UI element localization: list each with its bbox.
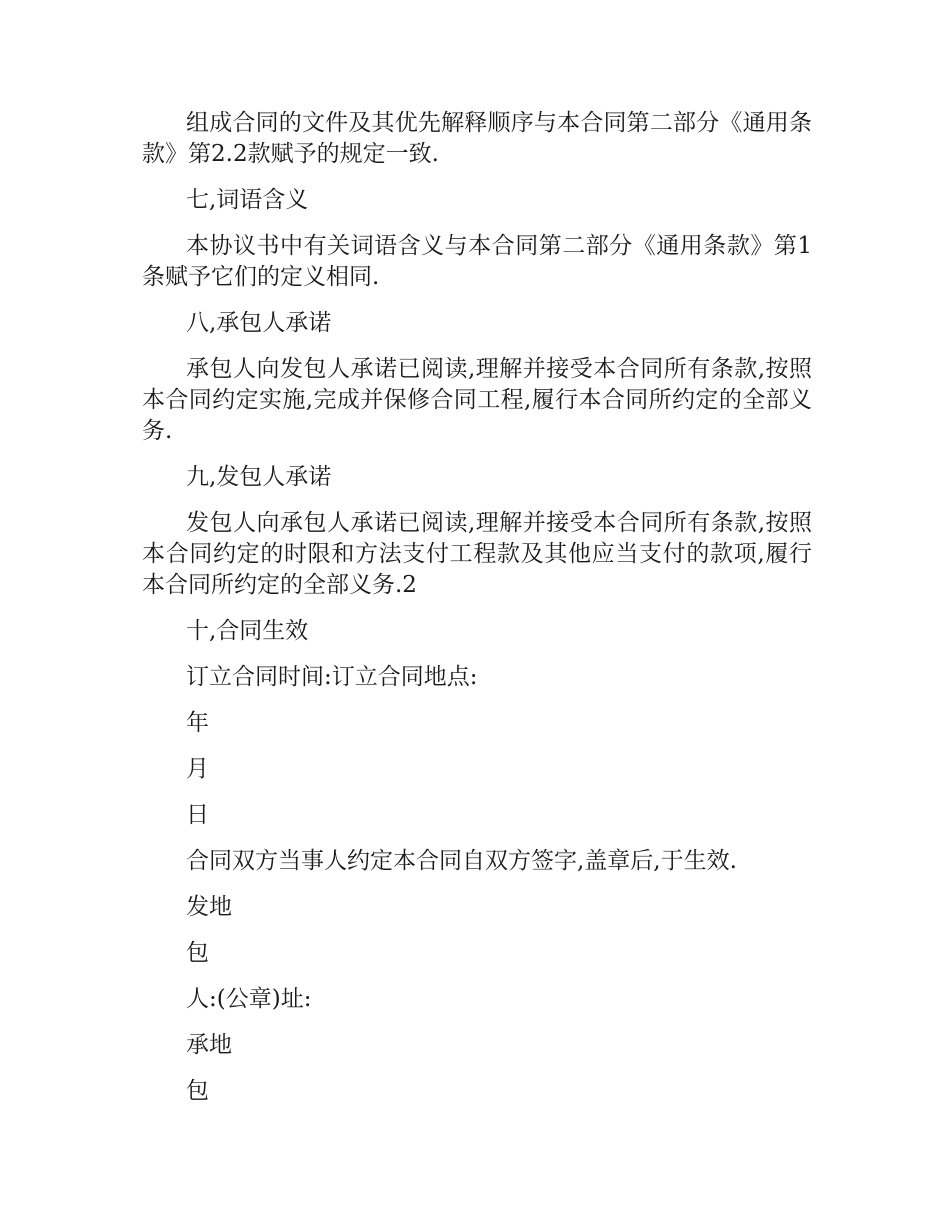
date-month: 月 — [186, 756, 209, 782]
paragraph-employer-commitment: 发包人向承包人承诺已阅读,理解并接受本合同所有条款,按照本合同约定的时限和方法支付工程款及其他应当支付的款项,履行本合同所约定的全部义务.2 — [142, 510, 812, 598]
document-body — [142, 108, 812, 1122]
contractor-label-2: 包 — [186, 1078, 209, 1104]
paragraph-contractor-commitment: 承包人向发包人承诺已阅读,理解并接受本合同所有条款,按照本合同约定实施,完成并保修合同工程,履行本合同所约定的全部义务. — [142, 356, 812, 444]
effect-clause: 合同双方当事人约定本合同自双方签字,盖章后,于生效. — [186, 848, 737, 874]
employer-label-2: 包 — [186, 940, 209, 966]
heading-employer-commitment: 九,发包人承诺 — [186, 464, 332, 490]
paragraph-contract-documents: 组成合同的文件及其优先解释顺序与本合同第二部分《通用条款》第2.2款赋予的规定一致. — [142, 110, 812, 167]
heading-contract-effect: 十,合同生效 — [186, 618, 309, 644]
heading-contractor-commitment: 八,承包人承诺 — [186, 310, 332, 336]
date-day: 日 — [186, 802, 209, 828]
employer-seal-address: 人:(公章)址: — [186, 986, 312, 1012]
date-year: 年 — [186, 710, 209, 736]
signing-time-place: 订立合同时间:订立合同地点: — [186, 664, 478, 690]
contractor-label-1: 承地 — [186, 1032, 232, 1058]
heading-term-meaning: 七,词语含义 — [186, 187, 309, 213]
paragraph-term-meaning: 本协议书中有关词语含义与本合同第二部分《通用条款》第1条赋予它们的定义相同. — [142, 233, 812, 290]
employer-label-1: 发地 — [186, 894, 232, 920]
